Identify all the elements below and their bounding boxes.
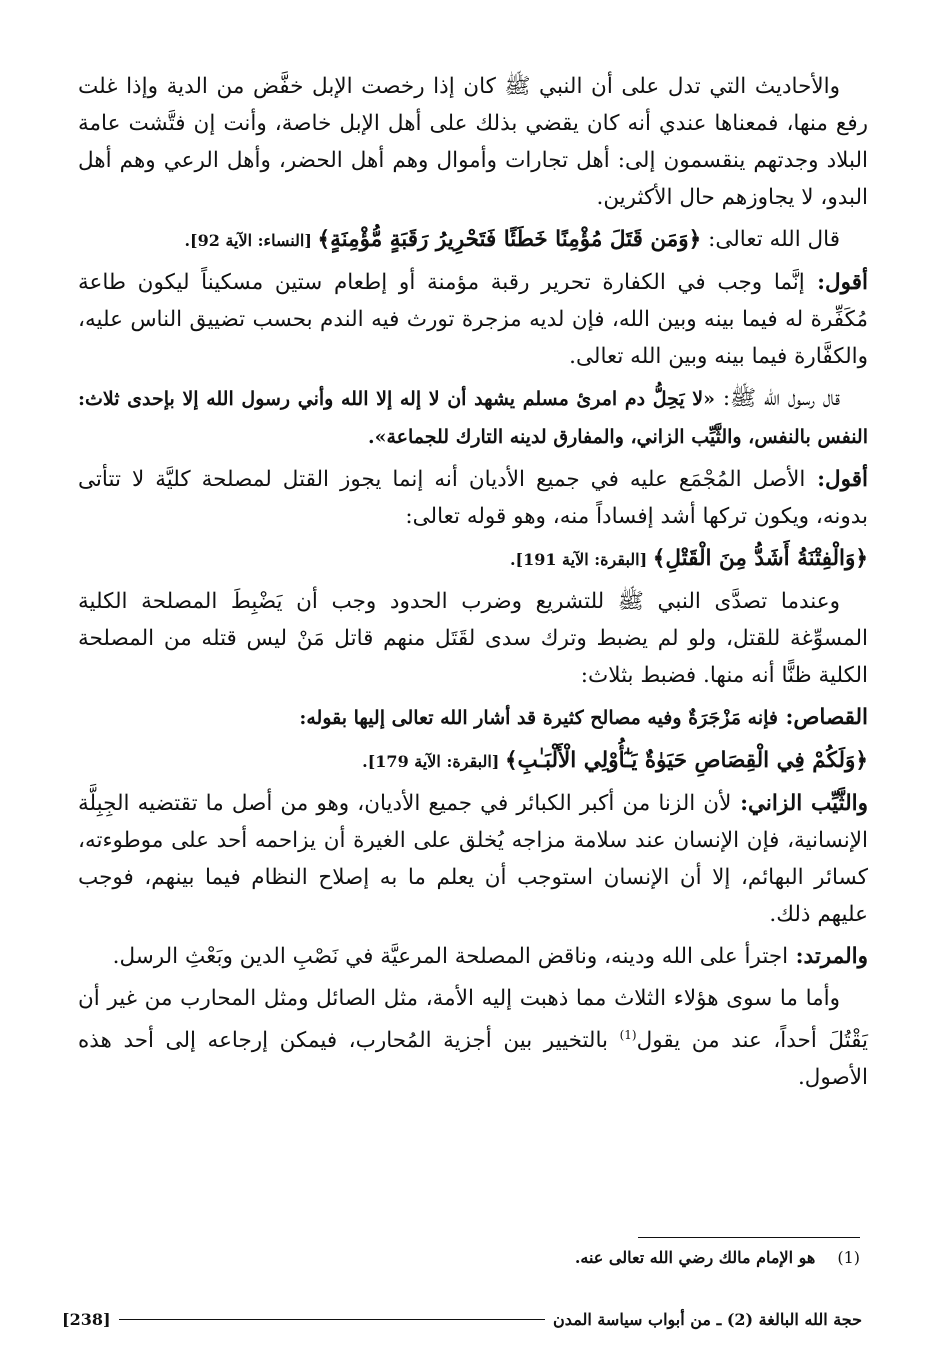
- running-title: حجة الله البالغة (2) ـ من أبواب سياسة المدن: [553, 1309, 862, 1329]
- paragraph-11: والمرتد: اجترأ على الله ودينه، وناقض المصلحة المرعيَّة في نَصْبِ الدين وبَعْثِ الرسل.: [112, 944, 868, 969]
- page-number: [238]: [62, 1309, 111, 1329]
- paragraph-9: ﴿وَلَكُمْ فِي الْقِصَاصِ حَيَوٰةٌ يَـٰٓأُوْلِي الْأَلْبَـٰبِ﴾ [البقرة: الآية 179].: [362, 748, 868, 773]
- footer-rule: [119, 1319, 545, 1320]
- footnote: [240, 1248, 860, 1267]
- footnote-text: هو الإمام مالك رضي الله تعالى عنه.: [574, 1248, 816, 1267]
- paragraph-3: أقول: إنَّما وجب في الكفارة تحرير رقبة مؤمنة أو إطعام ستين مسكيناً ليكون طاعة مُكَفِّرة له فيما بينه وبين الله، فإن لديه مزجرة تورث فيه الندم بحسب تضييق الناس عليه، والكفَّارة فيما بينه وبين الله تعالى.: [78, 270, 868, 369]
- paragraph-12: وأما ما سوى هؤلاء الثلاث مما ذهبت إليه الأمة، مثل الصائل ومثل المحارب من غير أن يَقْتُلَ أحداً، عند من يقول$^{(1)}$ بالتخيير بين أجزية المُحارب، فيمكن إرجاعه إلى أحد هذه الأصول.: [78, 986, 868, 1091]
- paragraph-10: والثَّيِّب الزاني: لأن الزنا من أكبر الكبائر في جميع الأديان، وهو من أصل ما تقتضيه الجِبِلَّة الإنسانية، فإن الإنسان عند سلامة مزاجه يُخلق على الغيرة أن يزاحمه أحد على موطوءته، كسائر البهائم، إلا أن الإنسان استوجب أن يعلم ما به إصلاح النظام فيما بينهم، فوجب عليهم ذلك.: [78, 791, 868, 927]
- footnote-marker: (1): [619, 1028, 637, 1042]
- main-text: [78, 68, 868, 1101]
- paragraph-4: قال رسول الله ﷺ: «لا يَحِلُّ دم امرئ مسلم يشهد أن لا إله إلا الله وأني رسول الله إلا بإحدى ثلاث: النفس بالنفس، والثَّيِّب الزاني، والمفارق لدينه التارك للجماعة».: [78, 386, 868, 448]
- paragraph-2: قال الله تعالى: ﴿وَمَن قَتَلَ مُؤْمِنًا خَطَئًا فَتَحْرِيرُ رَقَبَةٍ مُّؤْمِنَةٍ﴾ [النساء: الآية 92].: [184, 227, 840, 252]
- paragraph-8: القصاص: فإنه مَزْجَرَةٌ وفيه مصالح كثيرة قد أشار الله تعالى إليها بقوله:: [299, 705, 868, 730]
- paragraph-7: وعندما تصدَّى النبي ﷺ للتشريع وضرب الحدود وجب أن يَضْبِطَ المصلحة الكلية المسوِّغة للقتل، ولو لم يضبط وترك سدى لقَتَل منهم قاتل مَنْ ليس قتله من المصلحة الكلية ظنًّا أنه منها. فضبط بثلاث:: [78, 589, 868, 688]
- footnote-number: (1): [837, 1248, 860, 1267]
- paragraph-5: أقول: الأصل المُجْمَع عليه في جميع الأديان أنه إنما يجوز القتل لمصلحة كليَّة لا تتأتى بدونه، ويكون تركها أشد إفساداً منه، وهو قوله تعالى:: [78, 467, 868, 529]
- paragraph-6: ﴿وَالْفِتْنَةُ أَشَدُّ مِنَ الْقَتْلِ﴾ [البقرة: الآية 191].: [509, 546, 868, 571]
- footnote-separator: [638, 1237, 860, 1238]
- page-footer: [62, 1304, 862, 1334]
- paragraph-1: والأحاديث التي تدل على أن النبي ﷺ كان إذا رخصت الإبل خفَّض من الدية وإذا غلت رفع منها، فمعناها عندي أنه كان يقضي بذلك على أهل الإبل خاصة، وأنت إن فتَّشت عامة البلاد وجدتهم ينقسمون إلى: أهل تجارات وأموال وهم أهل الحضر، وأهل الرعي وهم أهل البدو، لا يجاوزهم حال الأكثرين.: [78, 74, 868, 210]
